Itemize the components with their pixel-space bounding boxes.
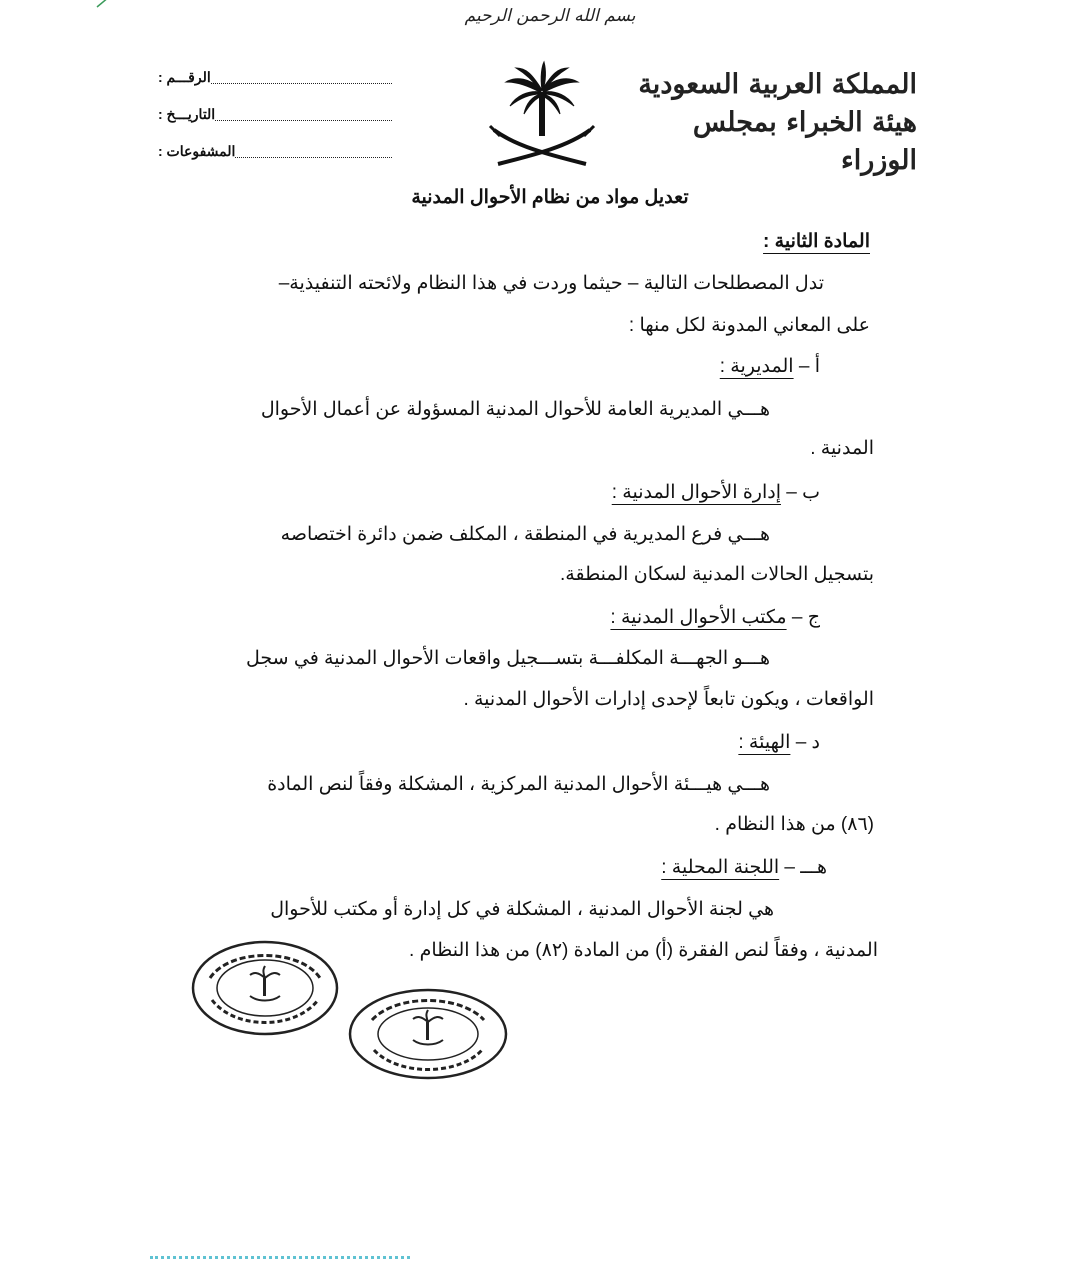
authority-name: هيئة الخبراء بمجلس الوزراء: [692, 107, 917, 176]
reference-number-label: الرقـــم :: [158, 68, 211, 85]
definition-term-directorate: أ – المديرية :: [719, 356, 820, 377]
intro-line-1: تدل المصطلحات التالية – حيثما وردت في هذا النظام ولائحته التنفيذية–: [278, 273, 824, 294]
definition-text: الواقعات ، ويكون تابعاً لإحدى إدارات الأحوال المدنية .: [463, 689, 874, 710]
definition-text: هـــي هيـــئة الأحوال المدنية المركزية ، المشكلة وفقاً لنص المادة: [267, 774, 770, 795]
official-seal-icon: [190, 938, 340, 1038]
article-heading: المادة الثانية :: [763, 231, 870, 252]
definition-text: هـــي المديرية العامة للأحوال المدنية المسؤولة عن أعمال الأحوال: [260, 399, 770, 420]
definition-text: هـــي فرع المديرية في المنطقة ، المكلف ضمن دائرة اختصاصه: [280, 524, 770, 545]
date-blank: [215, 108, 392, 121]
definition-text: بتسجيل الحالات المدنية لسكان المنطقة.: [560, 564, 874, 585]
definition-term-office: ج – مكتب الأحوال المدنية :: [610, 607, 820, 628]
attachments-label: المشفوعات :: [158, 142, 236, 159]
definition-text: هـــو الجهـــة المكلفـــة بتســـجيل واقعات الأحوال المدنية في سجل: [246, 648, 770, 669]
reference-number-blank: [211, 71, 392, 84]
basmala: بسم الله الرحمن الرحيم: [464, 6, 636, 26]
letterhead-authority: [637, 66, 917, 180]
document-title: تعديل مواد من نظام الأحوال المدنية: [411, 187, 689, 208]
definition-term-administration: ب – إدارة الأحوال المدنية :: [611, 482, 820, 503]
definition-text: هي لجنة الأحوال المدنية ، المشكلة في كل إدارة أو مكتب للأحوال: [270, 899, 774, 920]
definition-text: (٨٦) من هذا النظام .: [714, 814, 874, 835]
definition-text: المدنية ، وفقاً لنص الفقرة (أ) من المادة (٨٢) من هذا النظام .: [409, 940, 878, 961]
palm-and-swords-emblem-icon: [486, 60, 598, 172]
reference-number-field: [158, 66, 398, 88]
definition-text: المدنية .: [810, 438, 874, 459]
intro-line-2: على المعاني المدونة لكل منها :: [628, 315, 870, 336]
kingdom-name: المملكة العربية السعودية: [638, 69, 917, 100]
attachments-blank: [235, 145, 392, 158]
date-field: [158, 103, 398, 125]
definition-term-authority: د – الهيئة :: [738, 732, 820, 753]
attachments-field: [158, 140, 398, 162]
official-seal-icon: [346, 986, 510, 1082]
corner-mark-icon: [96, 0, 110, 8]
date-label: التاريـــخ :: [158, 105, 216, 122]
footer-remnant: [150, 1256, 410, 1267]
definition-term-local-committee: هـــ – اللجنة المحلية :: [661, 857, 827, 878]
